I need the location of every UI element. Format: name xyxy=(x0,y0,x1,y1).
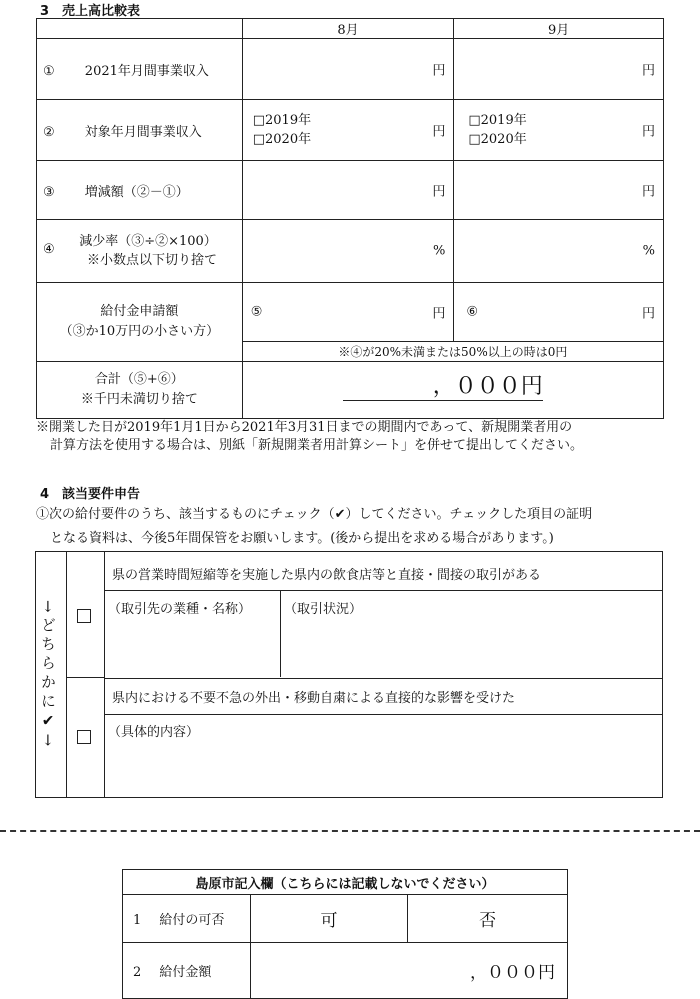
req2-text: 県内における不要不急の外出・移動自粛による直接的な影響を受けた xyxy=(112,691,516,706)
city-row2-label: 2 給付金額 xyxy=(123,943,251,999)
req1-checkbox[interactable] xyxy=(77,609,91,623)
total-amount-value: ，０００円 xyxy=(343,374,543,401)
row5-aug-cell[interactable]: ⑤ 円 xyxy=(242,283,454,342)
cut-line xyxy=(0,830,700,832)
req1-text: 県の営業時間短縮等を実施した県内の飲食店等と直接・間接の取引がある xyxy=(112,568,542,583)
city-use-table xyxy=(122,869,568,999)
req2-block xyxy=(104,678,662,798)
row5-sep-cell[interactable]: ⑥ 円 xyxy=(454,283,664,342)
section4-instructions: ①次の給付要件のうち、該当するものにチェック（✔）してください。チェックした項目の証明 となる資料は、今後5年間保管をお願いします。(後から提出を求める場合があります。) xyxy=(36,507,593,546)
approval-no[interactable]: 否 xyxy=(408,895,568,943)
row5-note: ※④が20%未満または50%以上の時は0円 xyxy=(242,342,663,362)
city-row1-label: 1 給付の可否 xyxy=(123,895,251,943)
checkbox-column xyxy=(66,552,105,797)
row6-label: 合計（⑤+⑥） ※千円未満切り捨て xyxy=(37,362,243,419)
req2-detail-label: （具体的内容） xyxy=(108,725,200,740)
row4-label: ④ 減少率（③÷②×100） ※小数点以下切り捨て xyxy=(37,220,243,283)
row2-aug-cell[interactable]: □2019年 □2020年 円 xyxy=(242,100,454,161)
row3-sep-cell[interactable]: 円 xyxy=(454,161,664,220)
row2-sep-cell[interactable]: □2019年 □2020年 円 xyxy=(454,100,664,161)
city-amount-value[interactable]: ，０００円 xyxy=(250,943,567,999)
sales-comparison-table xyxy=(36,18,664,419)
row4-aug-cell[interactable]: % xyxy=(242,220,454,283)
approval-yes[interactable]: 可 xyxy=(250,895,408,943)
col-aug-header: 8月 xyxy=(242,19,454,39)
total-amount-cell[interactable] xyxy=(242,362,663,419)
row4-sep-cell[interactable]: % xyxy=(454,220,664,283)
row3-label: ③ 増減額（②－①） xyxy=(37,161,243,220)
row1-sep-cell[interactable]: 円 xyxy=(454,39,664,100)
row1-aug-cell[interactable]: 円 xyxy=(242,39,454,100)
section4-title: 4 該当要件申告 xyxy=(40,487,141,502)
row3-aug-cell[interactable]: 円 xyxy=(242,161,454,220)
side-label-column xyxy=(36,552,67,797)
requirements-box xyxy=(35,551,663,798)
aug-year-2019-checkbox[interactable]: □2019年 xyxy=(252,113,312,128)
req1-block xyxy=(104,552,662,677)
section3-title: 3 売上高比較表 xyxy=(40,4,141,19)
row2-label: ② 対象年月間事業収入 xyxy=(37,100,243,161)
row1-label: ① 2021年月間事業収入 xyxy=(37,39,243,100)
row5-label: 給付金申請額 （③か10万円の小さい方） xyxy=(37,283,243,362)
col-sep-header: 9月 xyxy=(454,19,664,39)
req1-status-label: （取引状況） xyxy=(284,602,363,617)
sep-year-2020-checkbox[interactable]: □2020年 xyxy=(468,132,527,147)
aug-year-2020-checkbox[interactable]: □2020年 xyxy=(252,132,312,147)
sep-year-2019-checkbox[interactable]: □2019年 xyxy=(468,113,527,128)
section3-footnote: ※開業した日が2019年1月1日から2021年3月31日までの期間内であって、新規開業者用の 計算方法を使用する場合は、別紙「新規開業者用計算シート」を併せて提出してください。 xyxy=(36,420,584,453)
city-table-title: 島原市記入欄（こちらには記載しないでください） xyxy=(123,870,568,895)
side-label: →どちらかに✔→ xyxy=(39,600,57,751)
req2-checkbox[interactable] xyxy=(77,730,91,744)
req1-partner-label: （取引先の業種・名称） xyxy=(108,602,252,617)
